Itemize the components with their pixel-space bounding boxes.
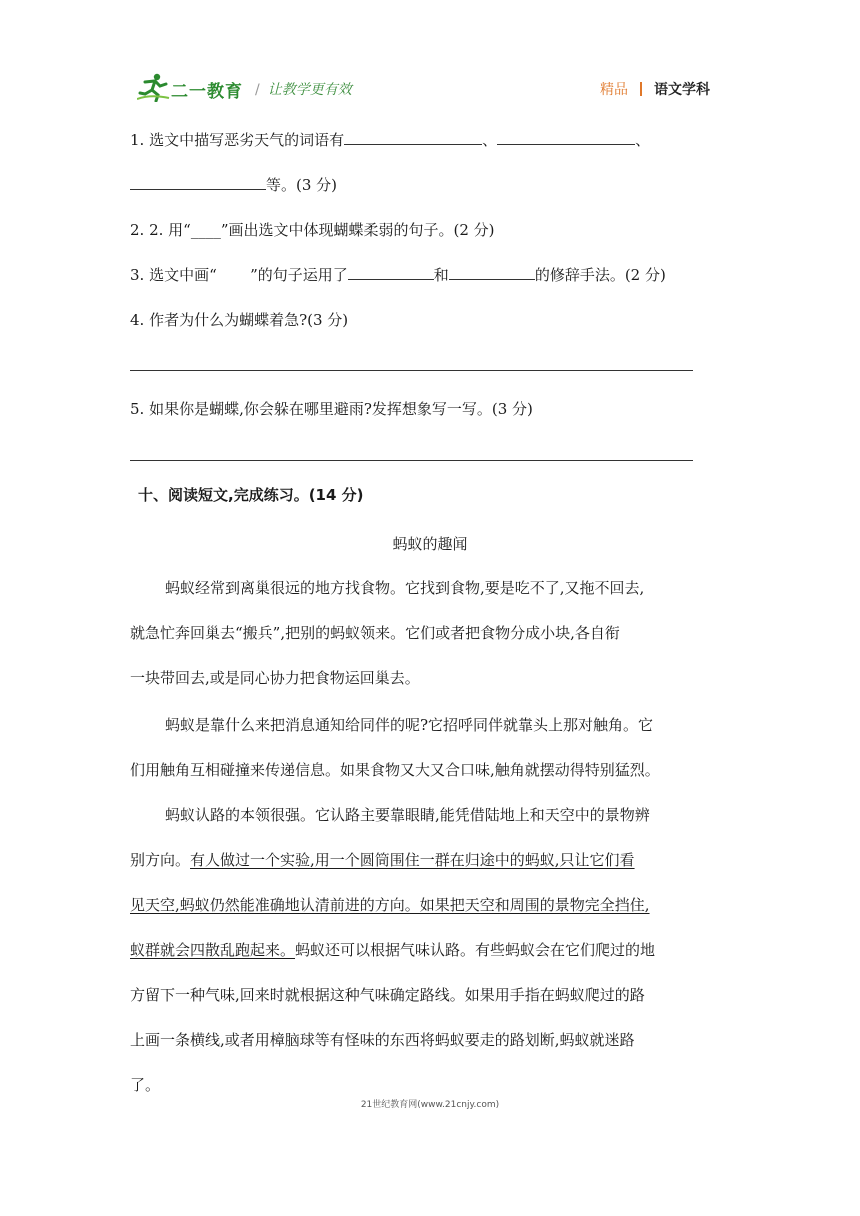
underlined-sentence: 蚁群就会四散乱跑起来。 — [130, 941, 296, 959]
question-1-sep: 、 — [635, 131, 651, 149]
article-title: 蚂蚁的趣闻 — [392, 535, 468, 553]
question-3 — [130, 264, 666, 285]
article-line — [130, 939, 655, 960]
article-line: 蚂蚁是靠什么来把消息通知给同伴的呢?它招呼同伴就靠头上那对触角。它 — [165, 716, 654, 734]
article-line: 蚂蚁经常到离巢很远的地方找食物。它找到食物,要是吃不了,又拖不回去, — [165, 579, 645, 597]
page-header — [0, 0, 860, 110]
logo-text: 二一教育 — [171, 82, 243, 102]
answer-line[interactable] — [130, 370, 693, 371]
article-line — [130, 849, 635, 870]
question-3-end: 的修辞手法。(2 分) — [534, 266, 666, 284]
subject-label: 语文学科 — [654, 82, 710, 98]
article-line: 们用触角互相碰撞来传递信息。如果食物又大又合口味,触角就摆动得特别猛烈。 — [130, 761, 660, 779]
article-line: 上画一条横线,或者用樟脑球等有怪味的东西将蚂蚁要走的路划断,蚂蚁就迷路 — [130, 1031, 635, 1049]
blank[interactable] — [497, 130, 635, 145]
article-line: 了。 — [130, 1076, 161, 1094]
question-1-cont — [130, 174, 337, 195]
blank[interactable] — [130, 175, 266, 190]
blank[interactable] — [348, 265, 434, 280]
question-1-score: 等。(3 分) — [266, 176, 338, 194]
question-1-text: 1. 选文中描写恶劣天气的词语有 — [130, 131, 345, 149]
question-1-sep: 、 — [482, 131, 498, 149]
question-5: 5. 如果你是蝴蝶,你会躲在哪里避雨?发挥想象写一写。(3 分) — [130, 400, 533, 418]
question-2: 2. 2. 用“____”画出选文中体现蝴蝶柔弱的句子。(2 分) — [130, 221, 495, 239]
underlined-sentence: 见天空,蚂蚁仍然能准确地认清前进的方向。如果把天空和周围的景物完全挡住, — [130, 896, 650, 914]
article-line: 就急忙奔回巢去“搬兵”,把别的蚂蚁领来。它们或者把食物分成小块,各自衔 — [130, 624, 620, 642]
question-4: 4. 作者为什么为蝴蝶着急?(3 分) — [130, 311, 349, 329]
blank[interactable] — [344, 130, 482, 145]
header-separator — [640, 82, 642, 96]
article-line: 蚂蚁认路的本领很强。它认路主要靠眼睛,能凭借陆地上和天空中的景物辨 — [165, 806, 650, 824]
jingpin-label: 精品 — [600, 82, 628, 98]
logo — [137, 72, 247, 102]
answer-line[interactable] — [130, 460, 693, 461]
question-3-mid: 和 — [433, 266, 449, 284]
question-3-text: 3. 选文中画“ ”的句子运用了 — [130, 266, 348, 284]
slogan-divider: / — [255, 82, 260, 98]
article-line: 方留下一种气味,回来时就根据这种气味确定路线。如果用手指在蚂蚁爬过的路 — [130, 986, 645, 1004]
underlined-sentence: 有人做过一个实验,用一个圆筒围住一群在归途中的蚂蚁,只让它们看 — [190, 851, 635, 869]
question-1 — [130, 129, 650, 150]
article-text: 别方向。 — [130, 851, 191, 869]
page-footer: 21世纪教育网(www.21cnjy.com) — [360, 1100, 500, 1110]
article-line: 一块带回去,或是同心协力把食物运回巢去。 — [130, 669, 420, 687]
section-title: 十、阅读短文,完成练习。(14 分) — [138, 486, 364, 504]
slogan-text: 让教学更有效 — [267, 82, 352, 98]
runner-logo-icon — [137, 72, 171, 102]
blank[interactable] — [449, 265, 535, 280]
article-text: 蚂蚁还可以根据气味认路。有些蚂蚁会在它们爬过的地 — [295, 941, 656, 959]
header-badge — [600, 79, 710, 99]
slogan — [255, 79, 352, 99]
